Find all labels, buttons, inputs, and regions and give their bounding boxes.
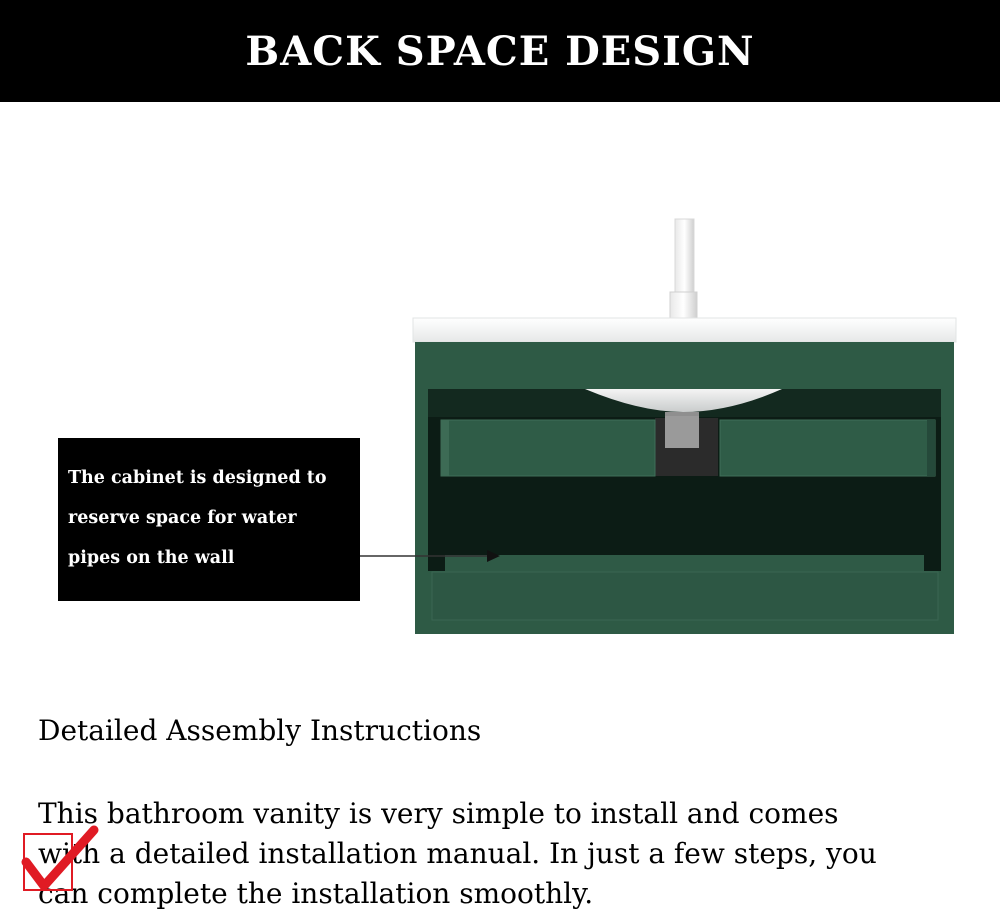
paragraph-line: with a detailed installation manual. In just a few steps, you xyxy=(38,837,877,870)
callout-line: The cabinet is designed to xyxy=(68,468,327,488)
paragraph-line: can complete the installation smoothly. xyxy=(38,877,594,910)
assembly-heading: Detailed Assembly Instructions xyxy=(38,714,482,747)
paragraph-line: This bathroom vanity is very simple to install and comes xyxy=(38,797,839,830)
lower-shelf xyxy=(445,555,924,572)
drawer-right xyxy=(720,420,935,476)
assembly-paragraph xyxy=(38,794,938,914)
callout-line: pipes on the wall xyxy=(68,548,235,568)
faucet xyxy=(675,219,694,295)
banner-title: BACK SPACE DESIGN xyxy=(245,27,755,75)
callout-line: reserve space for water xyxy=(68,508,297,528)
countertop xyxy=(413,318,956,342)
red-checkmark-icon xyxy=(20,824,100,896)
drawer-left xyxy=(441,420,655,476)
callout-box xyxy=(58,438,360,601)
